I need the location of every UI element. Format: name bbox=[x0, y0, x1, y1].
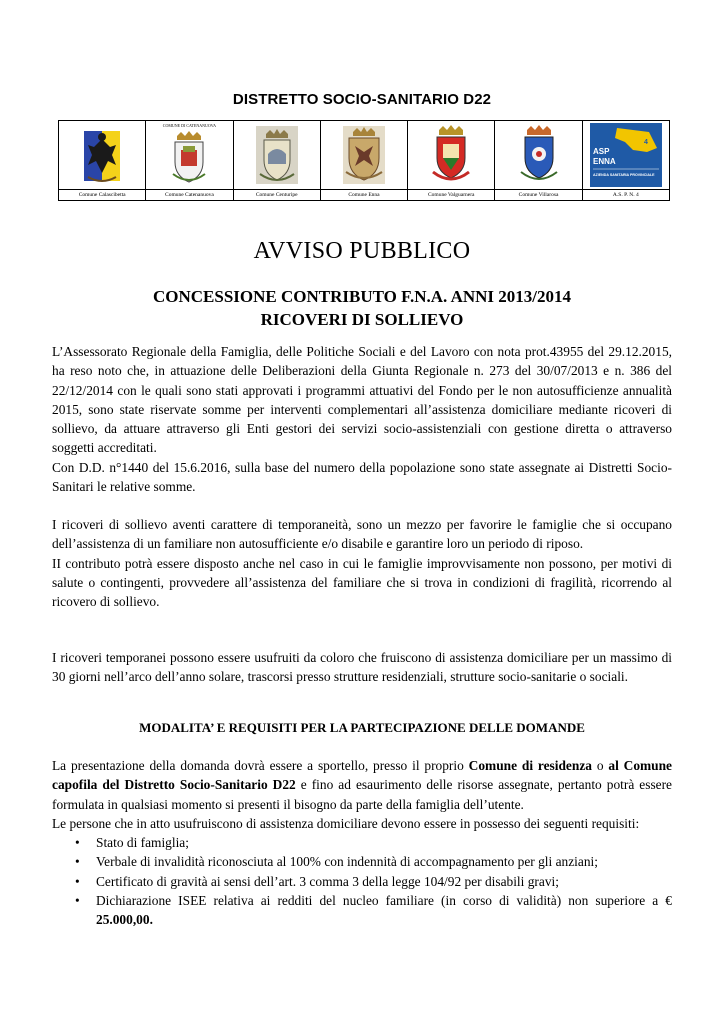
paragraph-2: Con D.D. n°1440 del 15.6.2016, sulla base del numero della popolazione sono state assegnate ai Distretti Socio-Sanitari le relative somme. bbox=[52, 459, 672, 495]
bullet-icon: • bbox=[75, 873, 80, 889]
requirement-text: Verbale di invalidità riconosciuta al 100% con indennità di accompagnamento per gli anziani; bbox=[96, 854, 598, 870]
municipality-name: Comune Catenanuova bbox=[165, 192, 214, 198]
modalita-text-2: o bbox=[591, 758, 609, 773]
crest-cell-villarosa bbox=[495, 121, 582, 190]
asp-logo-text-1: ASP bbox=[592, 147, 610, 156]
crest-cell-enna bbox=[320, 121, 407, 190]
calascibetta-crest-icon bbox=[80, 125, 124, 185]
enna-crest-icon bbox=[341, 124, 387, 186]
municipality-crests-table bbox=[58, 120, 670, 201]
list-item bbox=[52, 872, 672, 891]
requirements-list bbox=[52, 833, 672, 929]
isee-amount: 25.000,00. bbox=[96, 912, 153, 928]
centuripe-crest-icon bbox=[254, 124, 300, 186]
document-subtitle-1: CONCESSIONE CONTRIBUTO F.N.A. ANNI 2013/2014 bbox=[153, 287, 571, 306]
modalita-text-1: La presentazione della domanda dovrà essere a sportello, presso il proprio bbox=[52, 758, 469, 773]
modalita-paragraph bbox=[52, 756, 672, 814]
paragraph-1: L’Assessorato Regionale della Famiglia, delle Politiche Sociali e del Lavoro con nota prot.43955 del 29.12.2015, ha reso noto che, in attuazione delle Deliberazioni della Giunta Regionale n. 273 del 30/07/2013 e n. 386 del 22/12/2014 con le quali sono stati approvati i programmi attuativi del Fondo per le non autosufficienze annualità 2015, sono state riservate somme per interventi complementari all’assistenza domiciliare mediante ricoveri di sollievo, da attuare attraverso gli Enti gestori dei servizi socio-assistenziali con gestione diretta o attraverso soggetti accreditati. bbox=[52, 344, 672, 456]
municipality-name: Comune Calascibetta bbox=[78, 192, 126, 198]
municipality-name: Comune Enna bbox=[348, 192, 380, 198]
bullet-icon: • bbox=[75, 835, 80, 851]
document-subtitle-2: RICOVERI DI SOLLIEVO bbox=[260, 310, 464, 329]
list-item bbox=[52, 891, 672, 930]
modalita-bold-1: Comune di residenza bbox=[468, 758, 592, 773]
crest-cell-valguarnera bbox=[408, 121, 495, 190]
paragraph-4: II contributo potrà essere disposto anche nel caso in cui le famiglie improvvisamente non possono, per motivi di salute o contingenti, provvedere all’assistenza del familiare che si trova in condizioni di fragilità, ricorrendo al ricovero di sollievo. bbox=[52, 555, 672, 610]
valguarnera-crest-icon bbox=[429, 124, 473, 186]
requisiti-intro: Le persone che in atto usufruiscono di assistenza domiciliare devono essere in possesso dei seguenti requisiti: bbox=[52, 815, 640, 831]
bullet-icon: • bbox=[75, 854, 80, 870]
catenanuova-crest-icon bbox=[169, 128, 209, 186]
modalita-bold-2: al Comune capofila del Distretto Socio-Sanitario D22 bbox=[52, 758, 673, 793]
list-item bbox=[52, 833, 672, 852]
list-item bbox=[52, 852, 672, 871]
requirement-text: Dichiarazione ISEE relativa ai redditi del nucleo familiare (in corso di validità) non superiore a € bbox=[96, 893, 672, 909]
municipality-name: A.S. P. N. 4 bbox=[612, 192, 639, 198]
asp-logo-text-2: ENNA bbox=[592, 157, 616, 166]
document-title: AVVISO PUBBLICO bbox=[253, 238, 471, 264]
villarosa-crest-icon bbox=[517, 124, 561, 186]
sollievo-section bbox=[52, 515, 672, 611]
modalita-text-3: e fino ad esaurimento delle risorse assegnate, pertanto potrà essere formulata in qualsiasi momento si presenti il bisogno da parte della famiglia dell’utente. bbox=[52, 777, 672, 812]
paragraph-3: I ricoveri di sollievo aventi carattere di temporaneità, sono un mezzo per favorire le famiglie che si occupano dell’assistenza di un familiare non autosufficiente e/o disabile e garantire loro un periodo di riposo. bbox=[52, 517, 672, 552]
section-title: MODALITA’ E REQUISITI PER LA PARTECIPAZIONE DELLE DOMANDE bbox=[139, 720, 585, 735]
crest-cell-calascibetta bbox=[59, 121, 146, 190]
temporanei-section bbox=[52, 648, 672, 687]
requirement-text: Stato di famiglia; bbox=[96, 835, 189, 851]
paragraph-5: I ricoveri temporanei possono essere usufruiti da coloro che fruiscono di assistenza domiciliare per un massimo di 30 giorni nell’arco dell’anno solare, trascorsi presso strutture residenziali, strutture socio-sanitarie o sociali. bbox=[52, 650, 672, 685]
crest-cell-asp bbox=[582, 121, 669, 190]
crest-cell-catenanuova bbox=[146, 121, 233, 190]
municipality-name: Comune Valguarnera bbox=[428, 192, 475, 198]
municipality-name: Comune Centuripe bbox=[255, 192, 298, 198]
crest-cell-centuripe bbox=[233, 121, 320, 190]
bullet-icon: • bbox=[75, 893, 80, 909]
modalita-section bbox=[52, 756, 672, 930]
municipality-name: Comune Villarosa bbox=[518, 192, 559, 198]
asp-logo-text-3: AZIENDA SANITARIA PROVINCIALE bbox=[592, 173, 655, 177]
asp-enna-logo-icon bbox=[589, 122, 663, 188]
district-heading: DISTRETTO SOCIO-SANITARIO D22 bbox=[232, 91, 492, 108]
intro-section bbox=[52, 342, 672, 496]
catenanuova-caption: COMUNE DI CATENANUOVA bbox=[162, 123, 217, 128]
asp-number: 4 bbox=[643, 139, 648, 146]
requirement-text: Certificato di gravità ai sensi dell’art. 3 comma 3 della legge 104/92 per disabili gravi; bbox=[96, 873, 559, 889]
